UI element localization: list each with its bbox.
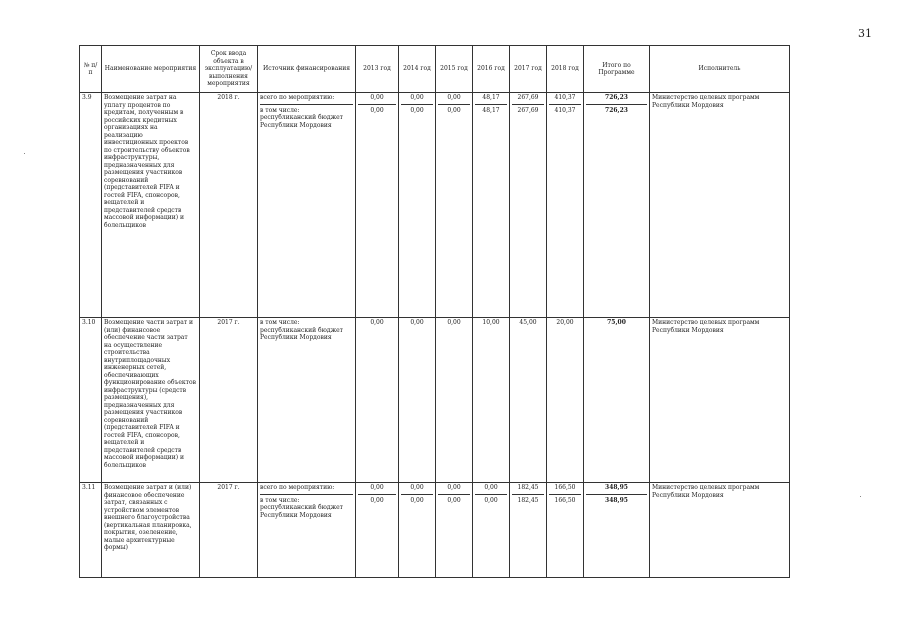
scan-speck (860, 496, 861, 497)
row-executor: Министерство целевых программ Республики Мордовия (650, 318, 790, 483)
header-2018: 2018 год (547, 46, 584, 93)
value: 0,00 (401, 104, 433, 115)
value: 410,37 (554, 94, 576, 101)
value: 0,00 (475, 494, 507, 505)
value: 182,45 (517, 484, 539, 491)
header-2015: 2015 год (436, 46, 473, 93)
row-num: 3.9 (80, 93, 102, 318)
value-total (584, 93, 650, 318)
value: 182,45 (512, 494, 544, 505)
row-executor: Министерство целевых программ Республики Мордовия (650, 93, 790, 318)
value-2016 (473, 483, 510, 578)
value: 0,00 (447, 484, 461, 491)
value-2017 (510, 93, 547, 318)
source-label: в том числе: республиканский бюджет Республики Мордовия (260, 319, 343, 341)
header-2016: 2016 год (473, 46, 510, 93)
value-2015: 0,00 (436, 318, 473, 483)
header-2013: 2013 год (356, 46, 399, 93)
row-source (258, 318, 356, 483)
value: 410,37 (549, 104, 581, 115)
value: 267,69 (517, 94, 539, 101)
row-num: 3.10 (80, 318, 102, 483)
row-term: 2017 г. (200, 483, 258, 578)
value: 166,50 (554, 484, 576, 491)
row-name: Возмещение затрат на уплату процентов по кредитам, полученным в российских кредитных организациях на реализацию инвестиционных проектов по строительству объектов инфраструктуры, предназначенных для размещения участников соревнований (представителей FIFA и гостей FIFA, спонсоров, вещателей и представителей средств массовой информации) и болельщиков (102, 93, 200, 318)
value: 0,00 (410, 484, 424, 491)
source-label: в том числе: республиканский бюджет Республики Мордовия (260, 494, 353, 520)
source-label: в том числе: республиканский бюджет Республики Мордовия (260, 104, 353, 130)
header-term: Срок ввода объекта в эксплуатацию/ выполнения мероприятия (200, 46, 258, 93)
header-total: Итого по Программе (584, 46, 650, 93)
row-term: 2018 г. (200, 93, 258, 318)
value-2018 (547, 93, 584, 318)
value-2017 (510, 483, 547, 578)
value: 0,00 (410, 94, 424, 101)
value: 48,17 (475, 104, 507, 115)
header-executor: Исполнитель (650, 46, 790, 93)
row-executor: Министерство целевых программ Республики Мордовия (650, 483, 790, 578)
program-table (79, 45, 790, 578)
header-2017: 2017 год (510, 46, 547, 93)
value: 0,00 (484, 484, 498, 491)
row-source (258, 93, 356, 318)
table-row (80, 483, 790, 578)
value: 0,00 (358, 494, 396, 505)
row-term: 2017 г. (200, 318, 258, 483)
header-2014: 2014 год (399, 46, 436, 93)
header-name: Наименование мероприятия (102, 46, 200, 93)
table-row (80, 318, 790, 483)
value: 726,23 (605, 94, 628, 101)
source-label: всего по мероприятию: (260, 484, 335, 491)
page-number: 31 (858, 27, 872, 40)
value: 0,00 (401, 494, 433, 505)
header-source: Источник финансирования (258, 46, 356, 93)
value-2014 (399, 93, 436, 318)
value-2014 (399, 483, 436, 578)
value: 0,00 (370, 94, 384, 101)
value-2013: 0,00 (356, 318, 399, 483)
value: 726,23 (586, 104, 647, 115)
value-total (584, 483, 650, 578)
value: 0,00 (438, 104, 470, 115)
value: 0,00 (358, 104, 396, 115)
value-2013 (356, 93, 399, 318)
value-2017: 45,00 (510, 318, 547, 483)
value: 348,95 (605, 484, 628, 491)
row-num: 3.11 (80, 483, 102, 578)
source-label: всего по мероприятию: (260, 94, 335, 101)
value-2015 (436, 93, 473, 318)
value-total: 75,00 (584, 318, 650, 483)
row-name: Возмещение части затрат и (или) финансовое обеспечение части затрат на осуществление строительства внутриплощадочных инженерных сетей, обеспечивающих функционирование объектов инфраструктуры (средств размещения), предназначенных для размещения участников соревнований (представителей FIFA и гостей FIFA, спонсоров, вещателей и представителей средств массовой информации) и болельщиков (102, 318, 200, 483)
header-num: № п/п (80, 46, 102, 93)
value: 166,50 (549, 494, 581, 505)
value-2013 (356, 483, 399, 578)
value-2015 (436, 483, 473, 578)
value: 0,00 (447, 94, 461, 101)
row-source (258, 483, 356, 578)
value: 267,69 (512, 104, 544, 115)
value-2018 (547, 483, 584, 578)
value-2016 (473, 93, 510, 318)
row-name: Возмещение затрат и (или) финансовое обеспечение затрат, связанных с устройством элементов внешнего благоустройства (вертикальная планировка, покрытия, озеленение, малые архитектурные формы) (102, 483, 200, 578)
value-2016: 10,00 (473, 318, 510, 483)
scan-speck (24, 153, 25, 154)
value-2014: 0,00 (399, 318, 436, 483)
value-2018: 20,00 (547, 318, 584, 483)
value: 48,17 (482, 94, 500, 101)
table-header-row (80, 46, 790, 93)
table-row (80, 93, 790, 318)
value: 0,00 (370, 484, 384, 491)
value: 348,95 (586, 494, 647, 505)
value: 0,00 (438, 494, 470, 505)
